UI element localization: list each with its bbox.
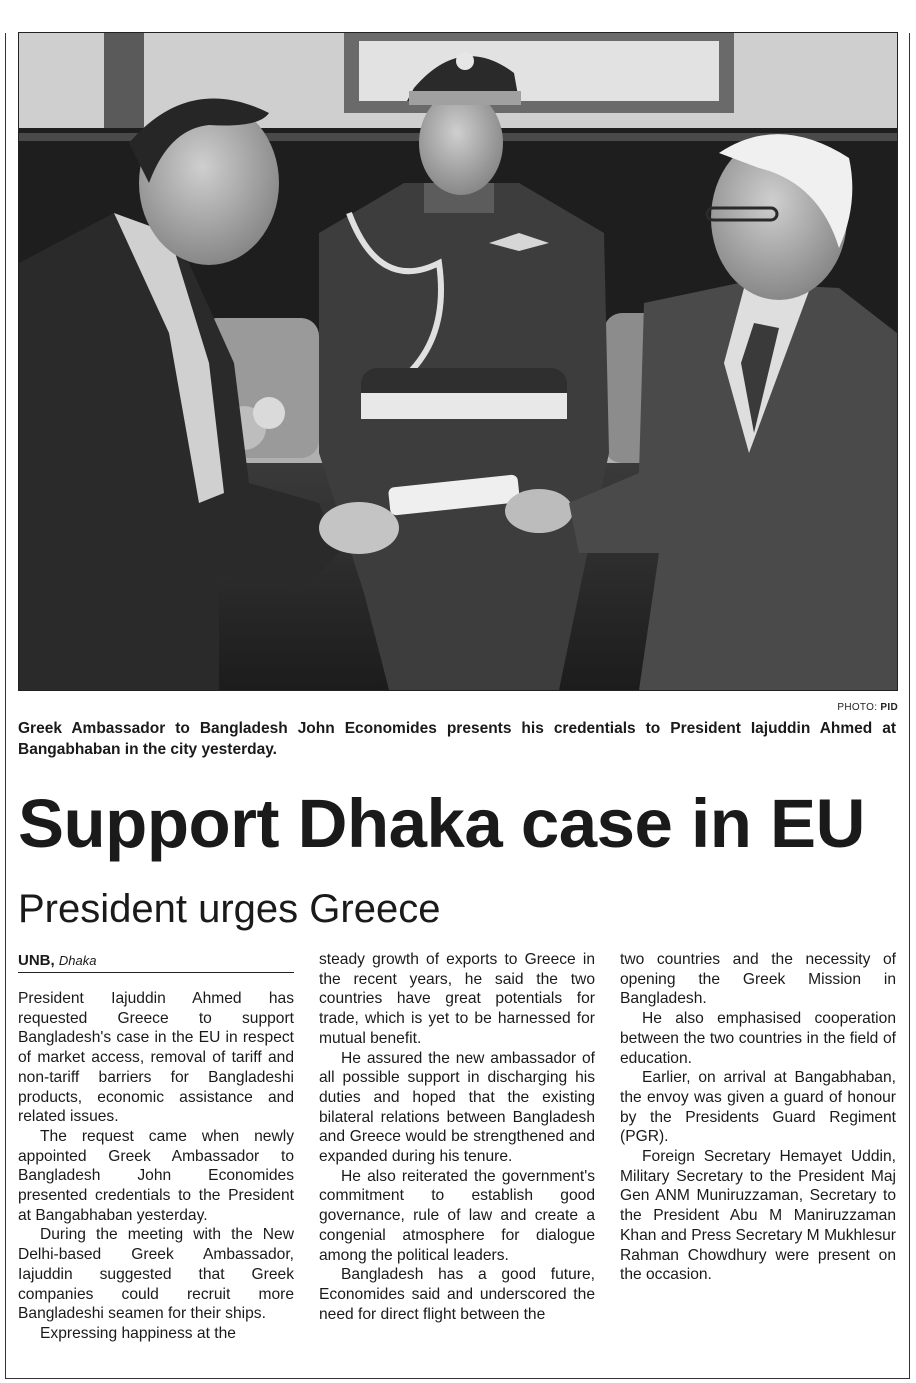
paragraph: President Iajuddin Ahmed has requested Greece to support Bangladesh's case in the EU in respect of market access, removal of tariff and non-tariff barriers for Bangladeshi products, economic assistance and related issues. — [18, 990, 294, 1126]
paragraph: He assured the new ambassador of all possible support in discharging his duties and hoped that the existing bilateral relations between Bangladesh and Greece would be strengthened and expanded during his tenure. — [319, 1049, 595, 1166]
paragraph: Expressing happiness at the — [40, 1324, 236, 1342]
byline-agency: UNB, — [18, 952, 55, 969]
paragraph: He also reiterated the government's commitment to establish good governance, rule of law and create a congenial atmosphere for dialogue among the political leaders. — [319, 1167, 595, 1264]
paragraph: During the meeting with the New Delhi-based Greek Ambassador, Iajuddin suggested that Greek companies could recruit more Bangladeshi seamen for their ships. — [18, 1226, 294, 1323]
paragraph: He also emphasised cooperation between the two countries in the field of education. — [620, 1010, 896, 1067]
article-column-2 — [319, 950, 595, 1324]
paragraph: Foreign Secretary Hemayet Uddin, Military Secretary to the President Maj Gen ANM Muniruzzaman, Secretary to the President Abu M Maniruzzaman Khan and Press Secretary M Mukhlesur Rahman Chowdhury were present on the occasion. — [620, 1148, 896, 1284]
paragraph: steady growth of exports to Greece in the recent years, he said the two countries have great potentials for trade, which is yet to be harnessed for mutual benefit. — [319, 951, 595, 1047]
byline — [18, 950, 294, 973]
subheadline: President urges Greece — [18, 887, 441, 931]
paragraph: Bangladesh has a good future, Economides said and underscored the need for direct flight between the — [319, 1266, 595, 1323]
page-frame-bottom — [5, 1378, 910, 1379]
photo-caption: Greek Ambassador to Bangladesh John Economides presents his credentials to President Iajuddin Ahmed at Bangabhaban in the city yesterday. — [18, 720, 896, 758]
article-column-1 — [18, 950, 294, 1344]
paragraph: two countries and the necessity of opening the Greek Mission in Bangladesh. — [620, 951, 896, 1008]
page-frame-left — [5, 33, 6, 1378]
headline: Support Dhaka case in EU — [18, 785, 865, 862]
news-photo — [18, 32, 898, 691]
byline-city: Dhaka — [58, 953, 97, 968]
paragraph: The request came when newly appointed Greek Ambassador to Bangladesh John Economides presented credentials to the President at Bangabhaban yesterday. — [18, 1127, 294, 1224]
photo-credit: PHOTO: PID — [837, 702, 898, 713]
paragraph: Earlier, on arrival at Bangabhaban, the envoy was given a guard of honour by the Presidents Guard Regiment (PGR). — [620, 1069, 896, 1146]
article-column-3 — [620, 950, 896, 1285]
page-frame-right — [909, 33, 910, 1378]
